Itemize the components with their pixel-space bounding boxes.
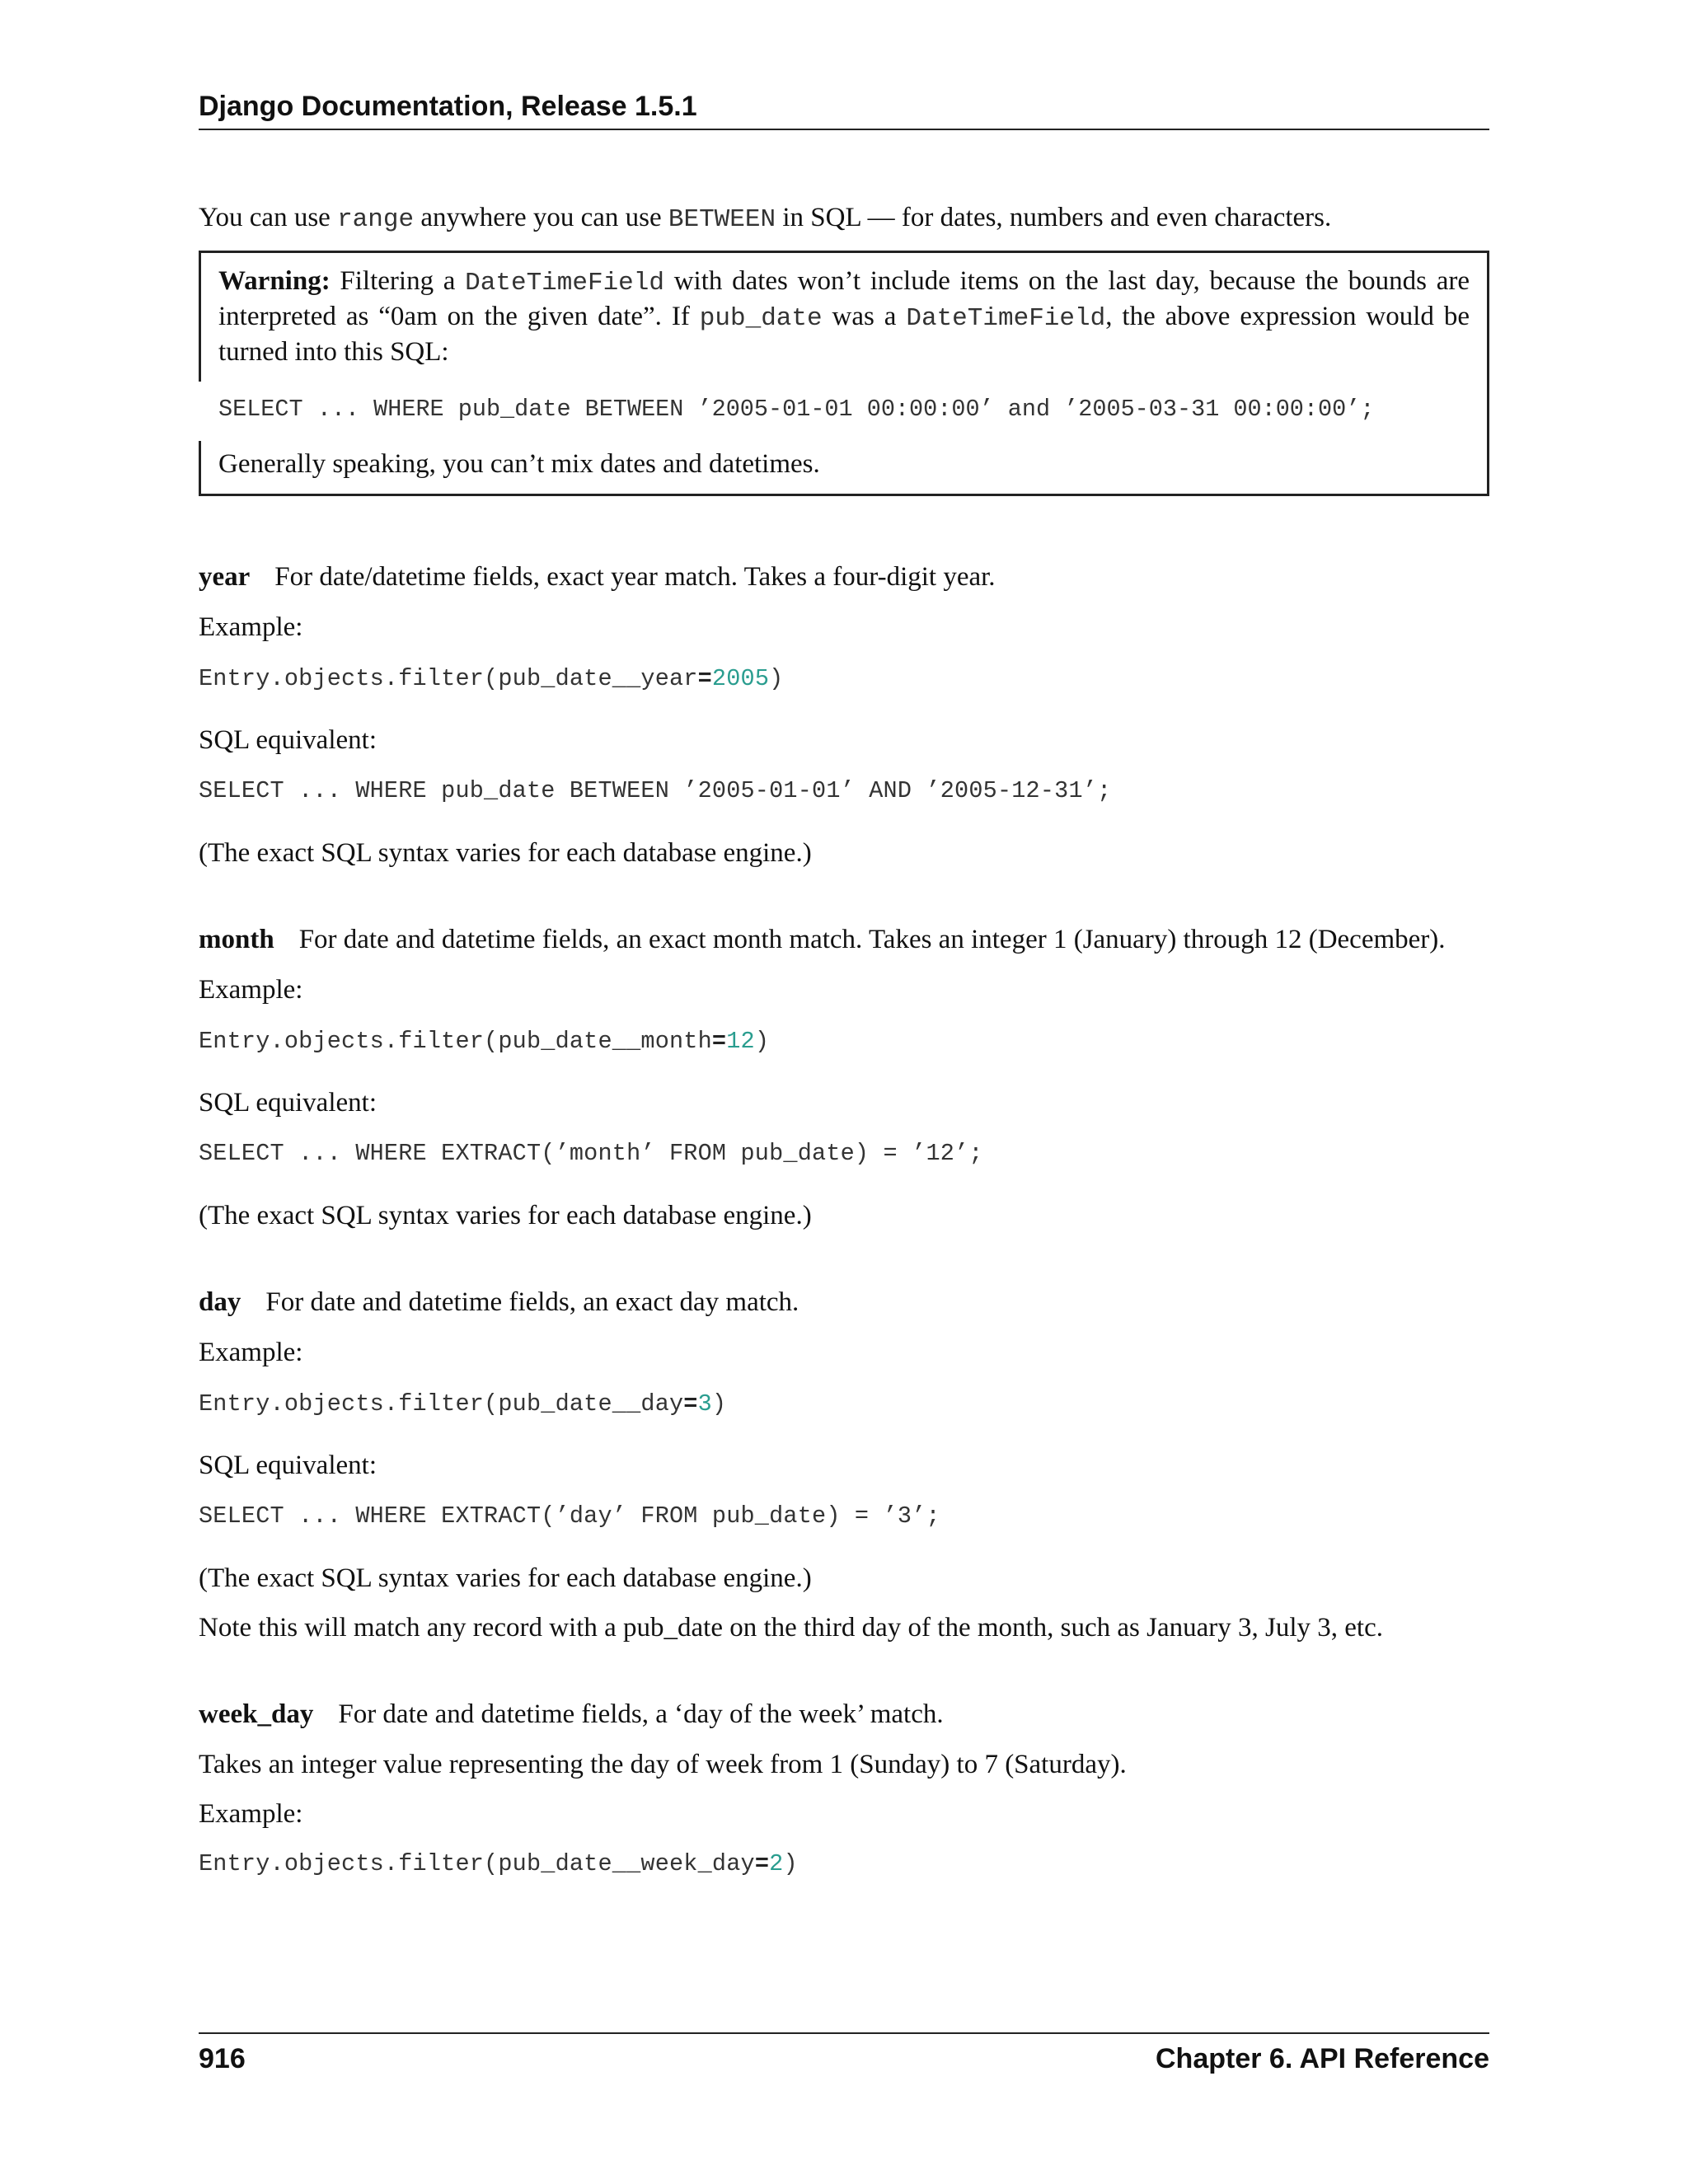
day-code-example: Entry.objects.filter(pub_date__day=3)	[199, 1390, 727, 1418]
month-note: (The exact SQL syntax varies for each database engine.)	[199, 1201, 812, 1230]
week-day-detail: Takes an integer value representing the day of week from 1 (Sunday) to 7 (Saturday).	[199, 1750, 1127, 1779]
day-term: day	[199, 1287, 241, 1317]
day-note: (The exact SQL syntax varies for each database engine.)	[199, 1563, 812, 1593]
month-term: month	[199, 925, 274, 954]
year-code-example: Entry.objects.filter(pub_date__year=2005)	[199, 665, 784, 692]
range-intro-paragraph: You can use range anywhere you can use BETWEEN in SQL — for dates, numbers and even characters.	[199, 203, 1332, 234]
running-header	[199, 92, 1489, 130]
year-note: (The exact SQL syntax varies for each database engine.)	[199, 838, 812, 868]
day-sql-label: SQL equivalent:	[199, 1451, 377, 1480]
document-title: Django Documentation, Release 1.5.1	[199, 91, 697, 122]
year-definition: year For date/datetime fields, exact year match. Takes a four-digit year.	[199, 562, 996, 592]
year-term: year	[199, 562, 251, 592]
day-sql-code: SELECT ... WHERE EXTRACT(’day’ FROM pub_date) = ’3’;	[199, 1502, 940, 1530]
running-footer	[199, 2032, 1489, 2075]
warning-label: Warning:	[218, 266, 331, 296]
month-example-label: Example:	[199, 975, 303, 1005]
year-sql-code: SELECT ... WHERE pub_date BETWEEN ’2005-01-01’ AND ’2005-12-31’;	[199, 777, 1112, 804]
day-definition: day For date and datetime fields, an exact day match.	[199, 1287, 799, 1317]
warning-code-block: SELECT ... WHERE pub_date BETWEEN ’2005-01-01 00:00:00’ and ’2005-03-31 00:00:00’;	[218, 396, 1375, 423]
week-day-definition: week_day For date and datetime fields, a ‘day of the week’ match.	[199, 1699, 944, 1729]
warning-footer-text: Generally speaking, you can’t mix dates and datetimes.	[218, 449, 820, 479]
month-definition: month For date and datetime fields, an exact month match. Takes an integer 1 (January) through 12 (December).	[199, 925, 1446, 954]
warning-text: Warning: Filtering a DateTimeField with dates won’t include items on the last day, because the bounds are interpreted as “0am on the given date”. If pub_date was a DateTimeField, the above expression would be turned into this SQL:	[218, 266, 1470, 367]
week-day-example-label: Example:	[199, 1799, 303, 1829]
inline-code-between: BETWEEN	[668, 205, 776, 234]
year-example-label: Example:	[199, 612, 303, 642]
week-day-term: week_day	[199, 1699, 314, 1729]
day-extra-note: Note this will match any record with a pub_date on the third day of the month, such as January 3, July 3, etc.	[199, 1613, 1383, 1643]
document-page	[199, 0, 1489, 2184]
warning-admonition	[199, 251, 1489, 496]
day-example-label: Example:	[199, 1338, 303, 1367]
chapter-title: Chapter 6. API Reference	[1156, 2043, 1489, 2074]
month-sql-label: SQL equivalent:	[199, 1088, 377, 1118]
page-number: 916	[199, 2043, 246, 2074]
inline-code-range: range	[337, 205, 415, 234]
week-day-code-example: Entry.objects.filter(pub_date__week_day=2)	[199, 1850, 798, 1877]
month-sql-code: SELECT ... WHERE EXTRACT(’month’ FROM pub_date) = ’12’;	[199, 1140, 983, 1167]
border-gap	[199, 382, 201, 441]
year-sql-label: SQL equivalent:	[199, 725, 377, 755]
month-code-example: Entry.objects.filter(pub_date__month=12)	[199, 1028, 770, 1055]
